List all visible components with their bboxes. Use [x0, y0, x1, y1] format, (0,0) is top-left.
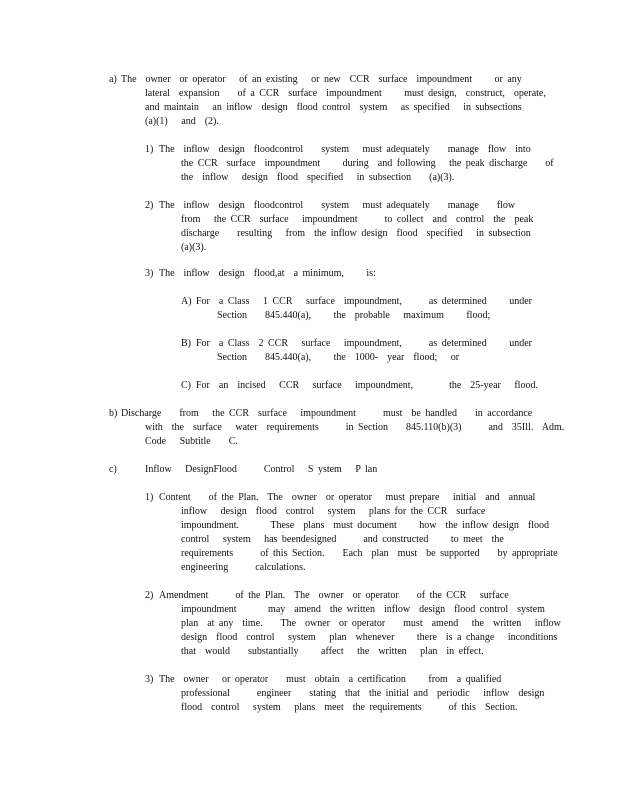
section-c-label: c): [109, 464, 117, 475]
section-b-line-2: with the surface water requirements in Section 845.110(b)(3) and 35Ill. Adm.: [145, 422, 565, 433]
section-a-item-2-label: 2): [145, 200, 154, 211]
subitem-c-label: C): [181, 380, 191, 391]
section-c-item-2-line-1: Amendment of the Plan. The owner or operator of the CCR surface: [159, 590, 509, 601]
subitem-a-line-1: For a Class 1 CCR surface impoundment, as determined under: [196, 296, 533, 307]
section-b-line-3: Code Subtitle C.: [145, 436, 238, 447]
section-b-line-1: Discharge from the CCR surface impoundment must be handled in accordance: [121, 408, 533, 419]
section-c-item-1-line-3: impoundment. These plans must document how the inflow design flood: [181, 520, 550, 531]
subitem-a-label: A): [181, 296, 192, 307]
section-a-item-3-line-1: The inflow design flood,at a minimum, is:: [159, 268, 376, 279]
section-c-item-3-line-3: flood control system plans meet the requirements of this Section.: [181, 702, 518, 713]
section-c-heading: Inflow DesignFlood Control S ystem P lan: [145, 464, 378, 475]
section-a-item-2-line-4: (a)(3).: [181, 242, 207, 253]
section-a-label: a): [109, 74, 117, 85]
section-c-item-2-line-4: design flood control system plan whenever there is a change inconditions: [181, 632, 558, 643]
subitem-b-line-1: For a Class 2 CCR surface impoundment, as determined under: [196, 338, 533, 349]
section-c-item-2-line-5: that would substantially affect the written plan in effect.: [181, 646, 484, 657]
section-c-item-3-line-1: The owner or operator must obtain a certification from a qualified: [159, 674, 502, 685]
section-c-item-3-label: 3): [145, 674, 154, 685]
section-c-item-1-line-1: Content of the Plan. The owner or operator must prepare initial and annual: [159, 492, 536, 503]
section-a-item-1-line-3: the inflow design flood specified in subsection (a)(3).: [181, 172, 455, 183]
subitem-b-line-2: Section 845.440(a), the 1000- year flood; or: [217, 352, 460, 363]
section-c-item-2-label: 2): [145, 590, 154, 601]
section-c-item-1-line-4: control system has beendesigned and constructed to meet the: [181, 534, 504, 545]
section-a-item-2-line-3: discharge resulting from the inflow design flood specified in subsection: [181, 228, 531, 239]
section-a-item-1-label: 1): [145, 144, 154, 155]
section-a-line-3: and maintain an inflow design flood control system as specified in subsections: [145, 102, 522, 113]
section-c-item-1-line-6: engineering calculations.: [181, 562, 306, 573]
section-a-item-3-label: 3): [145, 268, 154, 279]
section-c-item-3-line-2: professional engineer stating that the initial and periodic inflow design: [181, 688, 545, 699]
section-a-line-2: lateral expansion of a CCR surface impoundment must design, construct, operate,: [145, 88, 546, 99]
section-a-item-2-line-2: from the CCR surface impoundment to collect and control the peak: [181, 214, 534, 225]
section-c-item-1-line-2: inflow design flood control system plans for the CCR surface: [181, 506, 486, 517]
section-b-label: b): [109, 408, 118, 419]
section-a-line-4: (a)(1) and (2).: [145, 116, 219, 127]
section-a-item-2-line-1: The inflow design floodcontrol system must adequately manage flow: [159, 200, 516, 211]
section-a-item-1-line-1: The inflow design floodcontrol system must adequately manage flow into: [159, 144, 531, 155]
section-a-item-1-line-2: the CCR surface impoundment during and following the peak discharge of: [181, 158, 554, 169]
section-c-item-2-line-2: impoundment may amend the written inflow design flood control system: [181, 604, 545, 615]
subitem-b-label: B): [181, 338, 191, 349]
section-c-item-1-line-5: requirements of this Section. Each plan must be supported by appropriate: [181, 548, 558, 559]
section-c-item-2-line-3: plan at any time. The owner or operator must amend the written inflow: [181, 618, 561, 629]
subitem-a-line-2: Section 845.440(a), the probable maximum flood;: [217, 310, 491, 321]
subitem-c-line-1: For an incised CCR surface impoundment, the 25-year flood.: [196, 380, 538, 391]
section-a-line-1: The owner or operator of an existing or new CCR surface impoundment or any: [121, 74, 522, 85]
section-c-item-1-label: 1): [145, 492, 154, 503]
